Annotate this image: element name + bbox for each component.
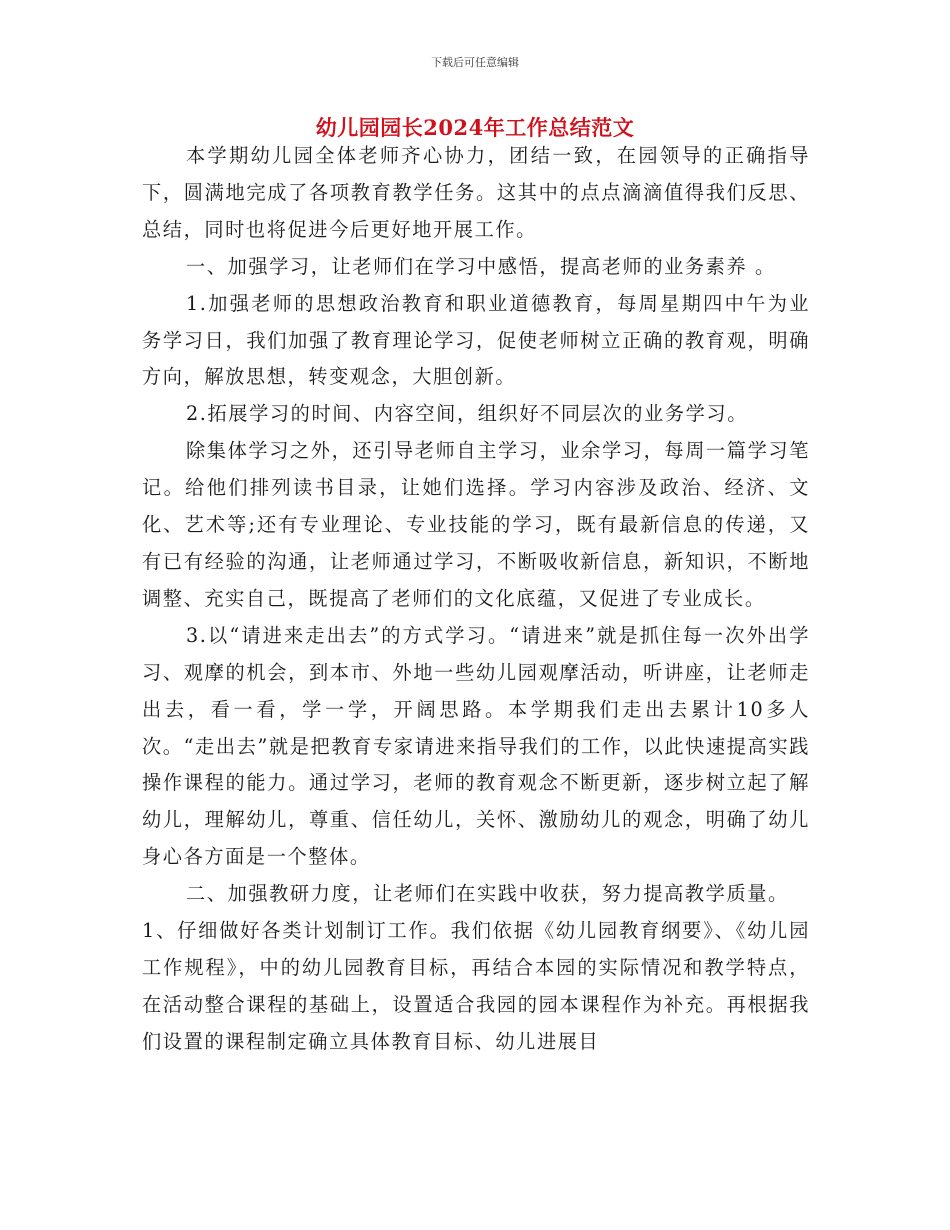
paragraph-item-1-3: 3.以“请进来走出去”的方式学习。“请进来”就是抓住每一次外出学习、观摩的机会，到本市、外地一些幼儿园观摩活动，听讲座，让老师走出去，看一看，学一学，开阔思路。本学期我们走出去累计10多人次。“走出去”就是把教育专家请进来指导我们的工作，以此快速提高实践操作课程的能力。通过学习，老师的教育观念不断更新，逐步树立起了解幼儿，理解幼儿，尊重、信任幼儿，关怀、激励幼儿的观念，明确了幼儿身心各方面是一个整体。: [142, 623, 810, 869]
section-heading-2: 二、加强教研力度，让老师们在实践中收获，努力提高教学质量。: [186, 882, 789, 906]
section-heading-1: 一、加强学习，让老师们在学习中感悟，提高老师的业务素养 。: [186, 254, 776, 278]
document-body: [142, 138, 810, 1061]
paragraph-item-2-1: 1、仔细做好各类计划制订工作。我们依据《幼儿园教育纲要》、《幼儿园工作规程》，中的幼儿园教育目标，再结合本园的实际情况和教学特点，在活动整合课程的基础上，设置适合我园的园本课程作为补充。再根据我们设置的课程制定确立具体教育目标、幼儿进展目: [142, 919, 810, 1053]
document-title: 幼儿园园长2024年工作总结范文: [315, 115, 635, 140]
paragraph-item-1-1: 1.加强老师的思想政治教育和职业道德教育，每周星期四中午为业务学习日，我们加强了教育理论学习，促使老师树立正确的教育观，明确方向，解放思想，转变观念，大胆创新。: [142, 291, 810, 389]
paragraph-intro: 本学期幼儿园全体老师齐心协力，团结一致，在园领导的正确指导下，圆满地完成了各项教育教学任务。这其中的点点滴滴值得我们反思、总结，同时也将促进今后更好地开展工作。: [142, 144, 810, 241]
paragraph-item-1-2: 2.拓展学习的时间、内容空间，组织好不同层次的业务学习。: [186, 402, 748, 426]
page-header-note: 下载后可任意编辑: [431, 56, 519, 69]
paragraph-item-1-2-detail: 除集体学习之外，还引导老师自主学习，业余学习，每周一篇学习笔记。给他们排列读书目录，让她们选择。学习内容涉及政治、经济、文化、艺术等;还有专业理论、专业技能的学习，既有最新信息的传递，又有已有经验的沟通，让老师通过学习，不断吸收新信息，新知识，不断地调整、充实自己，既提高了老师们的文化底蕴，又促进了专业成长。: [142, 439, 810, 610]
